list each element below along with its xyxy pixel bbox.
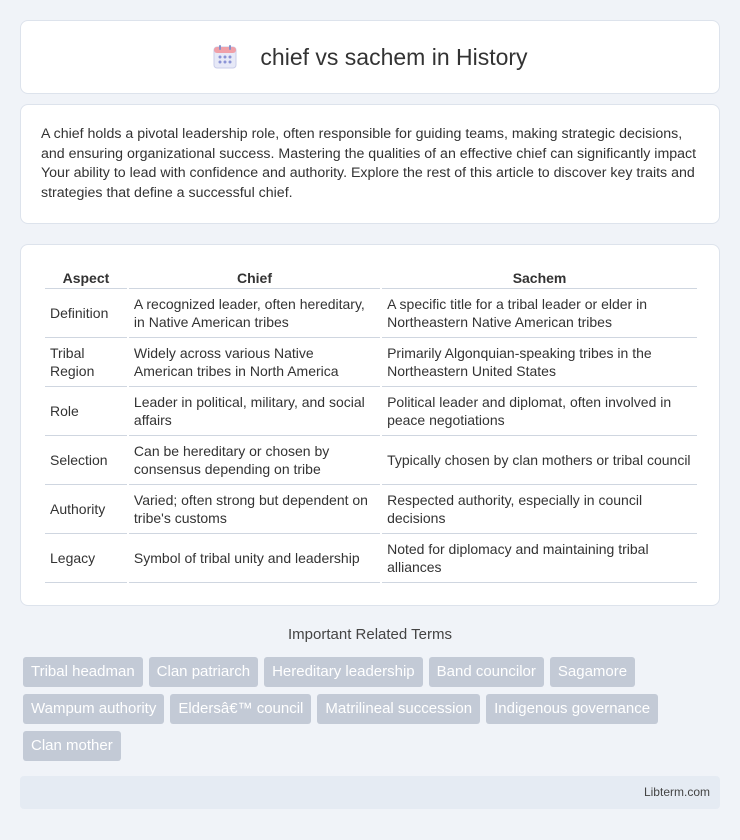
related-terms-tags xyxy=(23,657,723,761)
page-title: chief vs sachem in History xyxy=(260,43,528,70)
table-row xyxy=(45,289,697,338)
cell-sachem: A specific title for a tribal leader or elder in Northeastern Native American tribes xyxy=(382,289,697,338)
tag-tribal-headman[interactable]: Tribal headman xyxy=(23,657,143,687)
cell-chief: Can be hereditary or chosen by consensus depending on tribe xyxy=(129,436,380,485)
intro-text: A chief holds a pivotal leadership role, often responsible for guiding teams, making strategic decisions, and ensuring organizational success. Mastering the qualities of an effective chief can significantly impact Your ability to lead with confidence and authority. Explore the rest of this article to discover key traits and strategies that define a successful chief. xyxy=(41,126,697,201)
intro-card xyxy=(20,104,720,224)
table-row xyxy=(45,436,697,485)
cell-sachem: Primarily Algonquian-speaking tribes in the Northeastern United States xyxy=(382,338,697,387)
calendar-icon xyxy=(212,44,238,70)
cell-chief: Leader in political, military, and social affairs xyxy=(129,387,380,436)
cell-aspect: Authority xyxy=(45,485,127,534)
footer-site-link[interactable]: Libterm.com xyxy=(643,785,710,799)
cell-aspect: Tribal Region xyxy=(45,338,127,387)
cell-sachem: Typically chosen by clan mothers or tribal council xyxy=(382,436,697,485)
table-row xyxy=(45,387,697,436)
footer xyxy=(20,776,720,809)
cell-sachem: Respected authority, especially in council decisions xyxy=(382,485,697,534)
tag-band-councilor[interactable]: Band councilor xyxy=(429,657,544,687)
cell-chief: Widely across various Native American tribes in North America xyxy=(129,338,380,387)
cell-chief: Symbol of tribal unity and leadership xyxy=(129,534,380,583)
tag-wampum-authority[interactable]: Wampum authority xyxy=(23,694,164,724)
tag-indigenous-governance[interactable]: Indigenous governance xyxy=(486,694,658,724)
table-row xyxy=(45,534,697,583)
tag-clan-mother[interactable]: Clan mother xyxy=(23,731,121,761)
header-chief: Chief xyxy=(129,267,380,289)
tag-matrilineal-succession[interactable]: Matrilineal succession xyxy=(317,694,480,724)
tag-sagamore[interactable]: Sagamore xyxy=(550,657,635,687)
comparison-table-card xyxy=(20,244,720,606)
tag-clan-patriarch[interactable]: Clan patriarch xyxy=(149,657,258,687)
comparison-table xyxy=(43,267,699,583)
cell-chief: Varied; often strong but dependent on tribe's customs xyxy=(129,485,380,534)
cell-aspect: Legacy xyxy=(45,534,127,583)
tag-elders-council[interactable]: Eldersâ€™ council xyxy=(170,694,311,724)
cell-sachem: Political leader and diplomat, often involved in peace negotiations xyxy=(382,387,697,436)
header-aspect: Aspect xyxy=(45,267,127,289)
cell-aspect: Definition xyxy=(45,289,127,338)
tag-hereditary-leadership[interactable]: Hereditary leadership xyxy=(264,657,423,687)
table-row xyxy=(45,485,697,534)
cell-sachem: Noted for diplomacy and maintaining tribal alliances xyxy=(382,534,697,583)
header-sachem: Sachem xyxy=(382,267,697,289)
cell-aspect: Selection xyxy=(45,436,127,485)
cell-aspect: Role xyxy=(45,387,127,436)
table-header-row xyxy=(45,267,697,289)
cell-chief: A recognized leader, often hereditary, in Native American tribes xyxy=(129,289,380,338)
table-row xyxy=(45,338,697,387)
related-terms-title: Important Related Terms xyxy=(288,626,452,643)
header-card xyxy=(20,20,720,94)
